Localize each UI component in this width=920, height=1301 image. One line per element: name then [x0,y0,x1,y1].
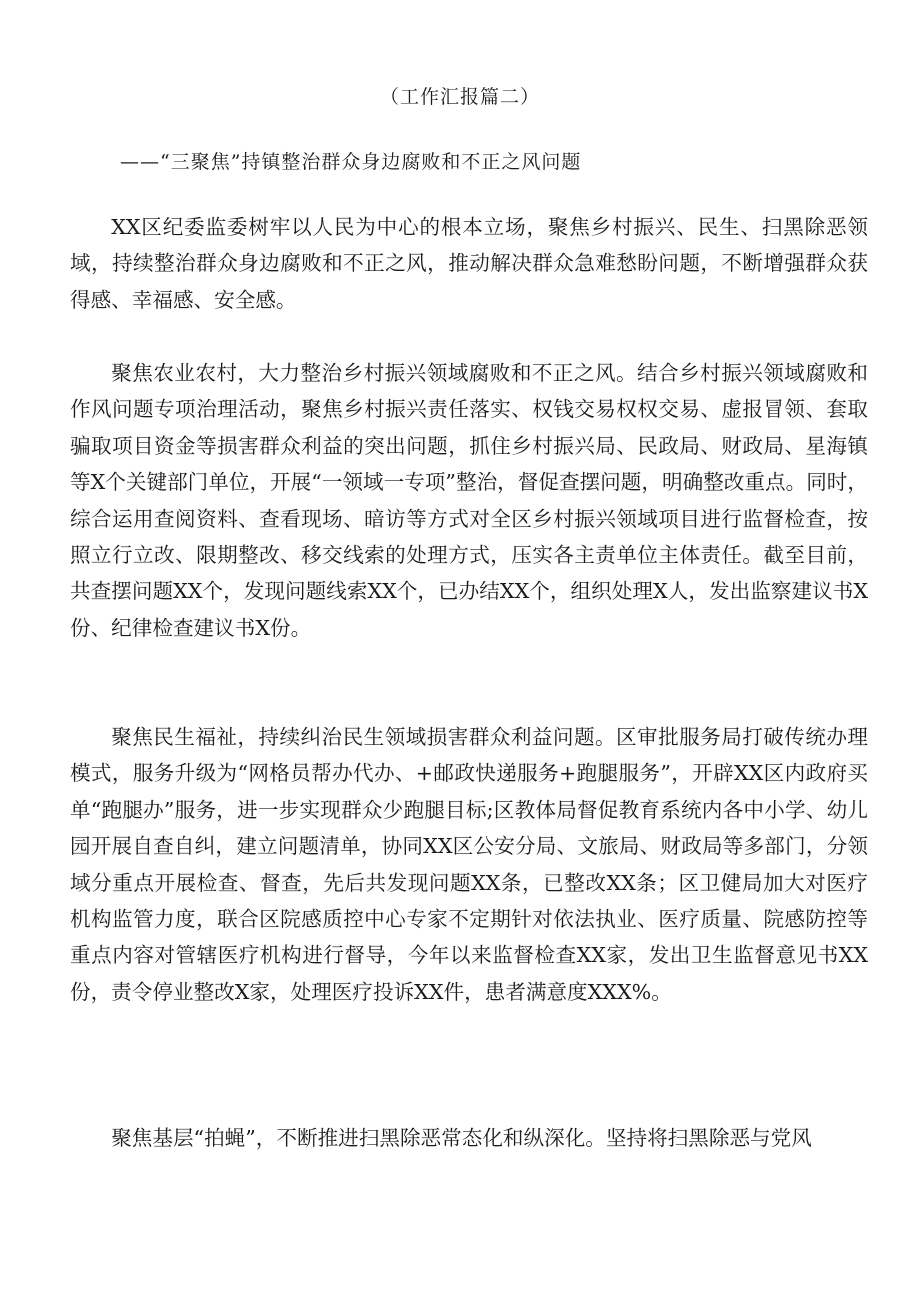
paragraph-intro: XX区纪委监委树牢以人民为中心的根本立场，聚焦乡村振兴、民生、扫黑除恶领域，持续整治群众身边腐败和不正之风，推动解决群众急难愁盼问题，不断增强群众获得感、幸福感、安全感。 [70,215,868,312]
document-title: （工作汇报篇二） [379,86,540,108]
paragraph-rural-revitalization: 聚焦农业农村，大力整治乡村振兴领域腐败和不正之风。结合乡村振兴领域腐败和作风问题专项治理活动，聚焦乡村振兴责任落实、权钱交易权权交易、虚报冒领、套取骗取项目资金等损害群众利益的突出问题，抓住乡村振兴局、民政局、财政局、星海镇等X个关键部门单位，开展“一领域一专项”整治，督促查摆问题，明确整改重点。同时，综合运用查阅资料、查看现场、暗访等方式对全区乡村振兴领域项目进行监督检查，按照立行立改、限期整改、移交线索的处理方式，压实各主责单位主体责任。截至目前，共查摆问题XX个，发现问题线索XX个，已办结XX个，组织处理X人，发出监察建议书X份、纪律检查建议书X份。 [70,361,868,640]
document-subtitle: ——“三聚焦”持镇整治群众身边腐败和不正之风问题 [120,151,582,173]
paragraph-grassroots: 聚焦基层“拍蝇”，不断推进扫黑除恶常态化和纵深化。坚持将扫黑除恶与党风 [111,1126,812,1150]
paragraph-livelihood: 聚焦民生福祉，持续纠治民生领域损害群众利益问题。区审批服务局打破传统办理模式，服务升级为“网格员帮办代办、+邮政快递服务+跑腿服务”，开辟XX区内政府买单“跑腿办”服务，进一步实现群众少跑腿目标;区教体局督促教育系统内各中小学、幼儿园开展自查自纠，建立问题清单，协同XX区公安分局、文旅局、财政局等多部门，分领域分重点开展检查、督查，先后共发现问题XX条，已整改XX条；区卫健局加大对医疗机构监管力度，联合区院感质控中心专家不定期针对依法执业、医疗质量、院感防控等重点内容对管辖医疗机构进行督导，今年以来监督检查XX家，发出卫生监督意见书XX份，责令停业整改X家，处理医疗投诉XX件，患者满意度XXX%。 [70,725,868,1004]
